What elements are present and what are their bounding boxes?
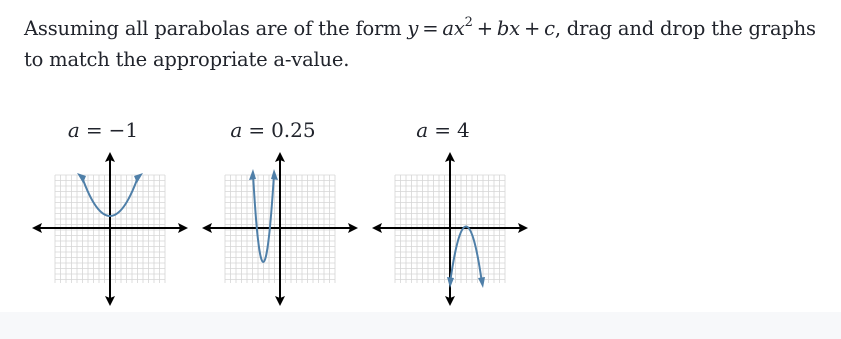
- parabola-graph-downward: [370, 150, 530, 310]
- curve-arrow-right: [271, 169, 278, 180]
- prompt-lead-text: Assuming all parabolas are of the form: [24, 17, 402, 40]
- question-prompt: [24, 13, 824, 75]
- a-value-label-3: a = 4: [416, 118, 470, 142]
- a-value-label-1: a = −1: [67, 118, 139, 142]
- parabola-graph-narrow-upward: [200, 150, 360, 310]
- answer-footer-area: [0, 312, 841, 339]
- curve-arrow-right: [478, 277, 485, 288]
- draggable-graph-3[interactable]: [370, 150, 530, 310]
- parabola-formula: $y = ax^2$ + bx + c: [407, 15, 555, 40]
- curve-arrow-left: [249, 169, 256, 180]
- prompt-tail-text: , drag and drop the graphs to match the appropriate a-value.: [24, 17, 816, 71]
- draggable-graph-2[interactable]: [200, 150, 360, 310]
- a-value-label-2: a = 0.25: [230, 118, 316, 142]
- draggable-graph-1[interactable]: [30, 150, 190, 310]
- curve-arrow-left: [447, 277, 454, 288]
- parabola-graph-wide-upward: [30, 150, 190, 310]
